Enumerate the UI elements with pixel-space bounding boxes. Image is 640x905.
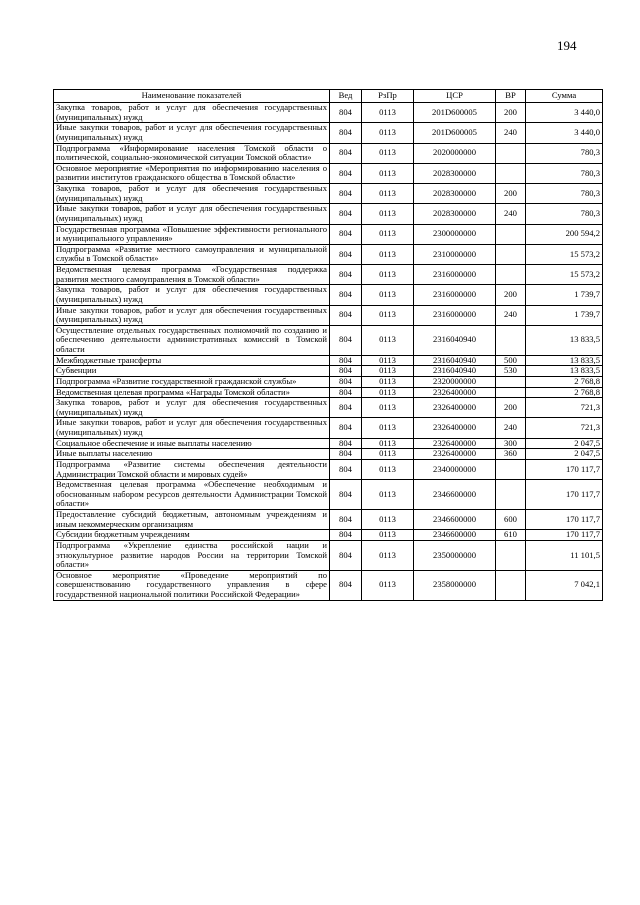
row-rzpr: 0113 [362, 224, 414, 244]
row-ved: 804 [330, 530, 362, 541]
row-sum: 170 117,7 [526, 459, 603, 479]
row-rzpr: 0113 [362, 366, 414, 377]
row-csr: 2340000000 [414, 459, 496, 479]
row-vr: 600 [496, 510, 526, 530]
row-csr: 2028300000 [414, 163, 496, 183]
row-vr: 200 [496, 285, 526, 305]
row-vr [496, 224, 526, 244]
header-ved: Вед [330, 90, 362, 103]
row-vr: 200 [496, 398, 526, 418]
row-rzpr: 0113 [362, 449, 414, 460]
row-vr: 240 [496, 204, 526, 224]
row-vr: 240 [496, 305, 526, 325]
row-ved: 804 [330, 570, 362, 600]
table-row [54, 376, 603, 387]
row-name: Осуществление отдельных государственных полномочий по созданию и обеспечению деятельности административных комиссий в Томской области [54, 325, 330, 355]
table-row [54, 184, 603, 204]
row-csr: 2028300000 [414, 204, 496, 224]
row-ved: 804 [330, 418, 362, 438]
row-csr: 2316000000 [414, 285, 496, 305]
row-csr: 2300000000 [414, 224, 496, 244]
row-sum: 170 117,7 [526, 510, 603, 530]
table-row [54, 530, 603, 541]
row-vr: 610 [496, 530, 526, 541]
row-name: Иные закупки товаров, работ и услуг для обеспечения государственных (муниципальных) нужд [54, 123, 330, 143]
row-csr: 2028300000 [414, 184, 496, 204]
row-name: Основное мероприятие «Проведение мероприятий по совершенствованию государственного управления в сфере государственной национальной политики Российской Федерации» [54, 570, 330, 600]
row-name: Подпрограмма «Развитие местного самоуправления и муниципальной службы в Томской области» [54, 244, 330, 264]
row-ved: 804 [330, 224, 362, 244]
row-sum: 721,3 [526, 398, 603, 418]
row-sum: 3 440,0 [526, 103, 603, 123]
row-vr [496, 163, 526, 183]
row-csr: 2316000000 [414, 265, 496, 285]
header-vr: ВР [496, 90, 526, 103]
row-ved: 804 [330, 103, 362, 123]
row-name: Подпрограмма «Информирование населения Томской области о политической, социально-экономической ситуации Томской области» [54, 143, 330, 163]
table-row [54, 224, 603, 244]
row-name: Иные закупки товаров, работ и услуг для обеспечения государственных (муниципальных) нужд [54, 204, 330, 224]
row-ved: 804 [330, 143, 362, 163]
row-csr: 2316040940 [414, 355, 496, 366]
row-ved: 804 [330, 355, 362, 366]
row-name: Иные закупки товаров, работ и услуг для обеспечения государственных (муниципальных) нужд [54, 418, 330, 438]
row-name: Подпрограмма «Развитие системы обеспечения деятельности Администрации Томской области и мировых судей» [54, 459, 330, 479]
row-rzpr: 0113 [362, 418, 414, 438]
row-vr [496, 376, 526, 387]
row-name: Закупка товаров, работ и услуг для обеспечения государственных (муниципальных) нужд [54, 285, 330, 305]
table-row [54, 540, 603, 570]
table-row [54, 285, 603, 305]
row-sum: 13 833,5 [526, 325, 603, 355]
row-sum: 13 833,5 [526, 355, 603, 366]
row-vr [496, 570, 526, 600]
row-ved: 804 [330, 163, 362, 183]
table-row [54, 438, 603, 449]
row-csr: 2326400000 [414, 387, 496, 398]
header-name: Наименование показателей [54, 90, 330, 103]
row-csr: 2316040940 [414, 366, 496, 377]
row-name: Государственная программа «Повышение эффективности регионального и муниципального управления» [54, 224, 330, 244]
row-ved: 804 [330, 123, 362, 143]
row-rzpr: 0113 [362, 244, 414, 264]
row-name: Закупка товаров, работ и услуг для обеспечения государственных (муниципальных) нужд [54, 184, 330, 204]
row-name: Ведомственная целевая программа «Государственная поддержка развития местного самоуправления в Томской области» [54, 265, 330, 285]
table-row [54, 480, 603, 510]
row-ved: 804 [330, 204, 362, 224]
row-sum: 2 047,5 [526, 449, 603, 460]
row-rzpr: 0113 [362, 570, 414, 600]
row-vr: 360 [496, 449, 526, 460]
table-row [54, 355, 603, 366]
row-csr: 2346600000 [414, 530, 496, 541]
row-ved: 804 [330, 540, 362, 570]
row-name: Иные выплаты населению [54, 449, 330, 460]
row-rzpr: 0113 [362, 530, 414, 541]
row-sum: 170 117,7 [526, 480, 603, 510]
table-header-row [54, 90, 603, 103]
table-row [54, 143, 603, 163]
row-name: Ведомственная целевая программа «Награды Томской области» [54, 387, 330, 398]
row-rzpr: 0113 [362, 398, 414, 418]
row-rzpr: 0113 [362, 123, 414, 143]
row-csr: 2326400000 [414, 449, 496, 460]
row-sum: 11 101,5 [526, 540, 603, 570]
table-row [54, 510, 603, 530]
row-vr [496, 265, 526, 285]
row-sum: 1 739,7 [526, 285, 603, 305]
row-rzpr: 0113 [362, 387, 414, 398]
row-name: Ведомственная целевая программа «Обеспечение необходимым и обоснованным набором ресурсов деятельности Администрации Томской области» [54, 480, 330, 510]
header-csr: ЦСР [414, 90, 496, 103]
row-vr: 300 [496, 438, 526, 449]
row-sum: 200 594,2 [526, 224, 603, 244]
row-sum: 2 047,5 [526, 438, 603, 449]
row-ved: 804 [330, 449, 362, 460]
row-vr [496, 459, 526, 479]
row-rzpr: 0113 [362, 540, 414, 570]
row-vr: 500 [496, 355, 526, 366]
header-sum: Сумма [526, 90, 603, 103]
row-name: Субвенции [54, 366, 330, 377]
row-rzpr: 0113 [362, 355, 414, 366]
row-csr: 2350000000 [414, 540, 496, 570]
row-ved: 804 [330, 184, 362, 204]
row-vr [496, 540, 526, 570]
row-csr: 201D600005 [414, 123, 496, 143]
row-vr [496, 244, 526, 264]
row-name: Подпрограмма «Развитие государственной гражданской службы» [54, 376, 330, 387]
row-sum: 13 833,5 [526, 366, 603, 377]
row-csr: 2320000000 [414, 376, 496, 387]
table-row [54, 387, 603, 398]
row-ved: 804 [330, 459, 362, 479]
row-csr: 2346600000 [414, 510, 496, 530]
row-rzpr: 0113 [362, 285, 414, 305]
row-ved: 804 [330, 366, 362, 377]
table-row [54, 305, 603, 325]
row-vr [496, 325, 526, 355]
table-row [54, 449, 603, 460]
row-csr: 201D600005 [414, 103, 496, 123]
row-csr: 2310000000 [414, 244, 496, 264]
row-sum: 780,3 [526, 204, 603, 224]
row-csr: 2358000000 [414, 570, 496, 600]
row-rzpr: 0113 [362, 184, 414, 204]
row-sum: 780,3 [526, 163, 603, 183]
row-name: Предоставление субсидий бюджетным, автономным учреждениям и иным некоммерческим организациям [54, 510, 330, 530]
row-rzpr: 0113 [362, 438, 414, 449]
row-rzpr: 0113 [362, 204, 414, 224]
row-sum: 15 573,2 [526, 244, 603, 264]
row-sum: 2 768,8 [526, 387, 603, 398]
budget-table [53, 89, 603, 601]
row-rzpr: 0113 [362, 163, 414, 183]
row-name: Закупка товаров, работ и услуг для обеспечения государственных (муниципальных) нужд [54, 103, 330, 123]
row-sum: 2 768,8 [526, 376, 603, 387]
row-vr: 200 [496, 103, 526, 123]
row-vr [496, 480, 526, 510]
row-ved: 804 [330, 376, 362, 387]
page-number: 194 [557, 38, 577, 53]
row-vr: 530 [496, 366, 526, 377]
row-csr: 2326400000 [414, 438, 496, 449]
row-ved: 804 [330, 387, 362, 398]
table-row [54, 163, 603, 183]
table-row [54, 103, 603, 123]
row-name: Подпрограмма «Укрепление единства российской нации и этнокультурное развитие народов России на территории Томской области» [54, 540, 330, 570]
table-row [54, 325, 603, 355]
row-name: Социальное обеспечение и иные выплаты населению [54, 438, 330, 449]
row-csr: 2316040940 [414, 325, 496, 355]
table-row [54, 418, 603, 438]
table-row [54, 265, 603, 285]
table-row [54, 459, 603, 479]
row-vr: 240 [496, 123, 526, 143]
row-ved: 804 [330, 398, 362, 418]
row-name: Субсидии бюджетным учреждениям [54, 530, 330, 541]
row-csr: 2326400000 [414, 398, 496, 418]
table-row [54, 366, 603, 377]
row-vr: 200 [496, 184, 526, 204]
row-rzpr: 0113 [362, 510, 414, 530]
row-ved: 804 [330, 325, 362, 355]
row-ved: 804 [330, 510, 362, 530]
row-sum: 780,3 [526, 184, 603, 204]
row-sum: 721,3 [526, 418, 603, 438]
row-csr: 2020000000 [414, 143, 496, 163]
row-ved: 804 [330, 480, 362, 510]
row-name: Закупка товаров, работ и услуг для обеспечения государственных (муниципальных) нужд [54, 398, 330, 418]
row-ved: 804 [330, 305, 362, 325]
row-name: Иные закупки товаров, работ и услуг для обеспечения государственных (муниципальных) нужд [54, 305, 330, 325]
row-sum: 780,3 [526, 143, 603, 163]
table-row [54, 204, 603, 224]
row-rzpr: 0113 [362, 480, 414, 510]
table-row [54, 570, 603, 600]
table-row [54, 398, 603, 418]
row-sum: 7 042,1 [526, 570, 603, 600]
row-sum: 1 739,7 [526, 305, 603, 325]
row-rzpr: 0113 [362, 103, 414, 123]
row-csr: 2316000000 [414, 305, 496, 325]
table-row [54, 244, 603, 264]
row-ved: 804 [330, 285, 362, 305]
row-vr [496, 143, 526, 163]
row-name: Основное мероприятие «Мероприятия по информированию населения о развитии институтов гражданского общества в Томской области» [54, 163, 330, 183]
row-ved: 804 [330, 244, 362, 264]
row-rzpr: 0113 [362, 143, 414, 163]
row-csr: 2326400000 [414, 418, 496, 438]
row-ved: 804 [330, 265, 362, 285]
row-sum: 170 117,7 [526, 530, 603, 541]
table-row [54, 123, 603, 143]
row-rzpr: 0113 [362, 265, 414, 285]
row-rzpr: 0113 [362, 325, 414, 355]
row-vr [496, 387, 526, 398]
row-ved: 804 [330, 438, 362, 449]
row-sum: 3 440,0 [526, 123, 603, 143]
row-vr: 240 [496, 418, 526, 438]
row-rzpr: 0113 [362, 459, 414, 479]
row-sum: 15 573,2 [526, 265, 603, 285]
row-name: Межбюджетные трансферты [54, 355, 330, 366]
header-rzpr: РзПр [362, 90, 414, 103]
row-rzpr: 0113 [362, 376, 414, 387]
row-rzpr: 0113 [362, 305, 414, 325]
row-csr: 2346600000 [414, 480, 496, 510]
